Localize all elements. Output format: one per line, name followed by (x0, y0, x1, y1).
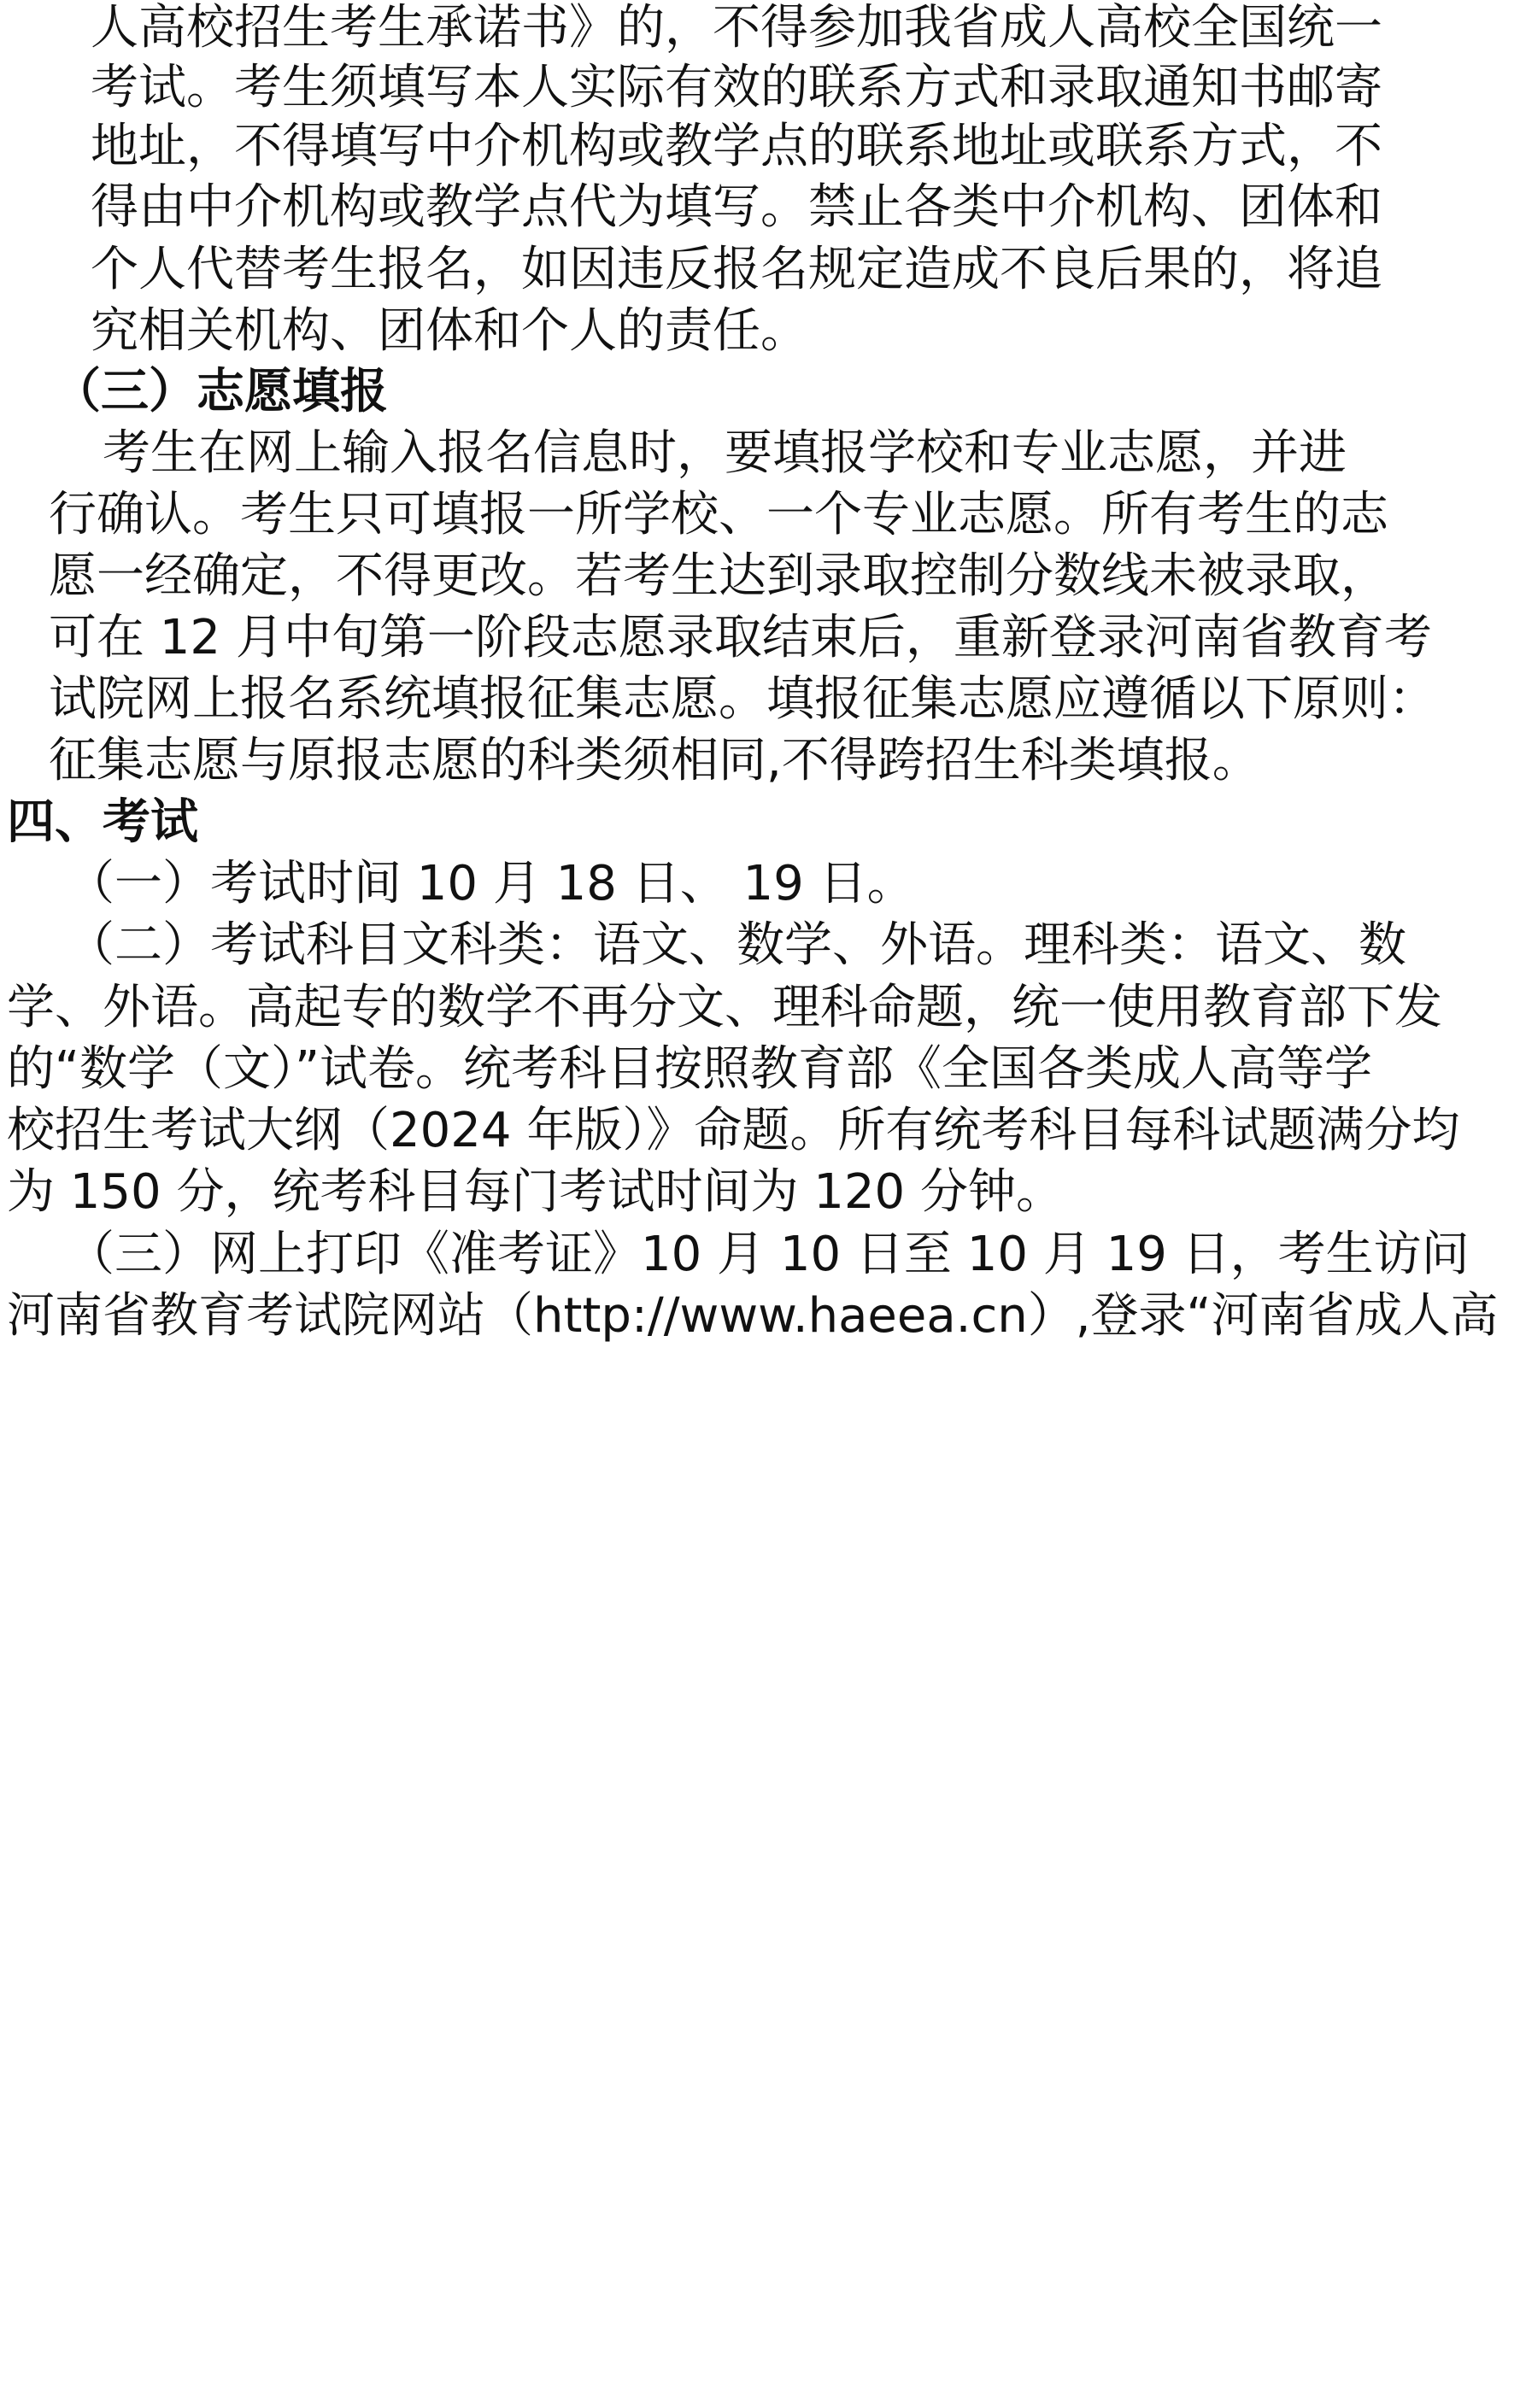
paragraph-line: （三）网上打印《准考证》10 月 10 日至 10 月 19 日，考生访问 (67, 1227, 1470, 1282)
paragraph-line: 的“数学（文）”试卷。统考科目按照教育部《全国各类成人高等学 (7, 1041, 1373, 1097)
paragraph-line: 试院网上报名系统填报征集志愿。填报征集志愿应遵循以下原则： (49, 671, 1436, 727)
paragraph-line: 人高校招生考生承诺书》的，不得参加我省成人高校全国统一 (91, 0, 1382, 56)
paragraph-line: 行确认。考生只可填报一所学校、一个专业志愿。所有考生的志 (49, 487, 1388, 542)
paragraph-line: 为 150 分，统考科目每门考试时间为 120 分钟。 (7, 1164, 1064, 1220)
paragraph-line: 考试。考生须填写本人实际有效的联系方式和录取通知书邮寄 (91, 60, 1382, 115)
paragraph-line: 征集志愿与原报志愿的科类须相同,不得跨招生科类填报。 (49, 733, 1260, 788)
paragraph-line: 考生在网上输入报名信息时，要填报学校和专业志愿，并进 (103, 425, 1347, 481)
paragraph-line: 校招生考试大纲（2024 年版）》命题。所有统考科目每科试题满分均 (7, 1103, 1460, 1158)
paragraph-line: 究相关机构、团体和个人的责任。 (91, 303, 808, 359)
paragraph-line: 得由中介机构或教学点代为填写。禁止各类中介机构、团体和 (91, 179, 1382, 235)
chapter-heading: 四、考试 (7, 794, 198, 850)
paragraph-line: 地址，不得填写中介机构或教学点的联系地址或联系方式，不 (91, 119, 1382, 174)
paragraph-line: （一）考试时间 10 月 18 日、 19 日。 (67, 856, 915, 911)
paragraph-line: 愿一经确定，不得更改。若考生达到录取控制分数线未被录取， (49, 548, 1388, 604)
paragraph-line: 学、外语。高起专的数学不再分文、理科命题，统一使用教育部下发 (7, 980, 1442, 1035)
paragraph-line: 河南省教育考试院网站（http://www.haeea.cn）,登录“河南省成人高 (7, 1288, 1499, 1344)
paragraph-line: 个人代替考生报名，如因违反报名规定造成不良后果的，将追 (91, 242, 1382, 297)
paragraph-line: （二）考试科目文科类：语文、数学、外语。理科类：语文、数 (67, 917, 1406, 973)
section-heading: （三）志愿填报 (53, 364, 388, 419)
paragraph-line: 可在 12 月中旬第一阶段志愿录取结束后，重新登录河南省教育考 (49, 610, 1432, 665)
